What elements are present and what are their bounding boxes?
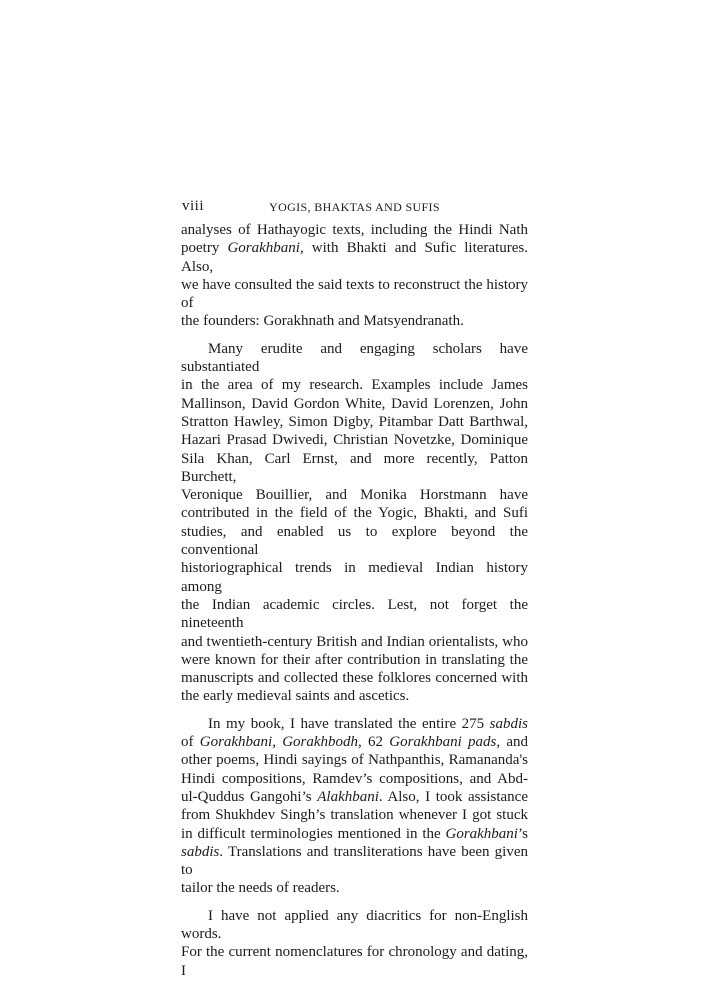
body-text: analyses of Hathayogic texts, including the Hindi Nath (181, 222, 528, 238)
text-line (181, 486, 528, 504)
body-text: I have not applied any diacritics for non-English words. (181, 907, 528, 942)
text-line (181, 239, 528, 276)
body-text: Veronique Bouillier, and Monika Horstmann have (181, 487, 528, 504)
text-line (181, 770, 528, 788)
paragraph (181, 907, 528, 980)
body-text: the early medieval saints and ascetics. (181, 688, 410, 705)
text-line (181, 221, 528, 239)
text-line (181, 943, 528, 980)
body-text: , with Bhakti and Sufic literatures. Also, (181, 240, 528, 275)
body-text: , and (496, 734, 528, 751)
body-text: ul-Quddus Gangohi’s (181, 788, 318, 805)
body-text: other poems, Hindi sayings of Nathpanthis, Ramananda's (181, 752, 528, 769)
body-text: in difficult terminologies mentioned in the (181, 825, 446, 842)
body-text: manuscripts and collected these folklores concerned with (181, 670, 528, 687)
text-line (181, 879, 528, 897)
italic-text: Gorakhbani pads (389, 734, 497, 751)
text-line (181, 651, 528, 669)
body-text: contributed in the field of the Yogic, Bhakti, and Sufi (181, 505, 528, 522)
italic-text: Gorakhbani, Gorakhbodh, (199, 734, 362, 751)
text-line (181, 523, 528, 560)
text-line (181, 669, 528, 687)
text-line (181, 907, 528, 944)
text-line (181, 559, 528, 596)
body-text: of (181, 734, 200, 751)
body-text: Sila Khan, Carl Ernst, and more recently, Patton Burchett, (181, 450, 528, 485)
body-text: ’s (517, 825, 528, 842)
text-line (181, 504, 528, 522)
text-line (181, 751, 528, 769)
body-text: poetry (181, 240, 228, 257)
body-text: 62 (361, 734, 390, 751)
body-text: . Also, I took assistance (378, 788, 528, 805)
body-text: the founders: Gorakhnath and Matsyendranath. (181, 313, 464, 330)
body-text: studies, and enabled us to explore beyond the conventional (181, 523, 528, 559)
body-text: were known for their after contribution in translating the (181, 651, 528, 668)
text-line (181, 596, 528, 633)
body-text: from Shukhdev Singh’s translation whenever I got stuck (181, 807, 528, 824)
text-line (181, 843, 528, 880)
page-header (181, 198, 528, 215)
text-line (181, 376, 528, 394)
italic-text: Gorakhbani (227, 240, 300, 257)
italic-text: sabdis (489, 715, 528, 732)
paragraph (181, 340, 528, 706)
body-text: In my book, I have translated the entire 275 (208, 715, 490, 732)
body-text: Hazari Prasad Dwivedi, Christian Novetzke, Dominique (181, 432, 528, 449)
body-text: Stratton Hawley, Simon Digby, Pitambar Datt Barthwal, (181, 413, 528, 430)
paragraph (181, 221, 528, 331)
body-text: the Indian academic circles. Lest, not forget the nineteenth (181, 596, 528, 632)
body-text: Mallinson, David Gordon White, David Lorenzen, John (181, 395, 528, 412)
body-text: For the current nomenclatures for chronology and dating, I (181, 944, 528, 979)
text-block (181, 221, 528, 980)
body-text: Hindi compositions, Ramdev’s compositions, and Abd- (181, 770, 528, 787)
body-text: in the area of my research. Examples include James (181, 377, 528, 394)
italic-text: sabdis (181, 843, 220, 860)
text-line (181, 431, 528, 449)
text-line (181, 312, 528, 330)
text-line (181, 633, 528, 651)
page-number: viii (182, 198, 205, 214)
body-text: historiographical trends in medieval Indian history among (181, 560, 528, 595)
body-text: we have consulted the said texts to reconstruct the history of (181, 276, 528, 312)
text-line (181, 715, 528, 733)
text-line (181, 806, 528, 824)
text-line (181, 276, 528, 313)
text-line (181, 340, 528, 377)
text-line (181, 395, 528, 413)
italic-text: Alakhbani (317, 788, 379, 805)
text-line (181, 413, 528, 431)
text-line (181, 450, 528, 487)
body-text: . Translations and transliterations have been given to (181, 843, 528, 879)
text-line (181, 825, 528, 843)
body-text: tailor the needs of readers. (181, 880, 340, 897)
italic-text: Gorakhbani (445, 825, 518, 842)
running-title: YOGIS, BHAKTAS AND SUFIS (269, 200, 440, 214)
paragraph (181, 715, 528, 898)
text-line (181, 733, 528, 751)
body-text: and twentieth-century British and Indian orientalists, who (181, 633, 528, 650)
text-line (181, 788, 528, 806)
text-line (181, 687, 528, 705)
body-text: Many erudite and engaging scholars have substantiated (181, 340, 528, 376)
